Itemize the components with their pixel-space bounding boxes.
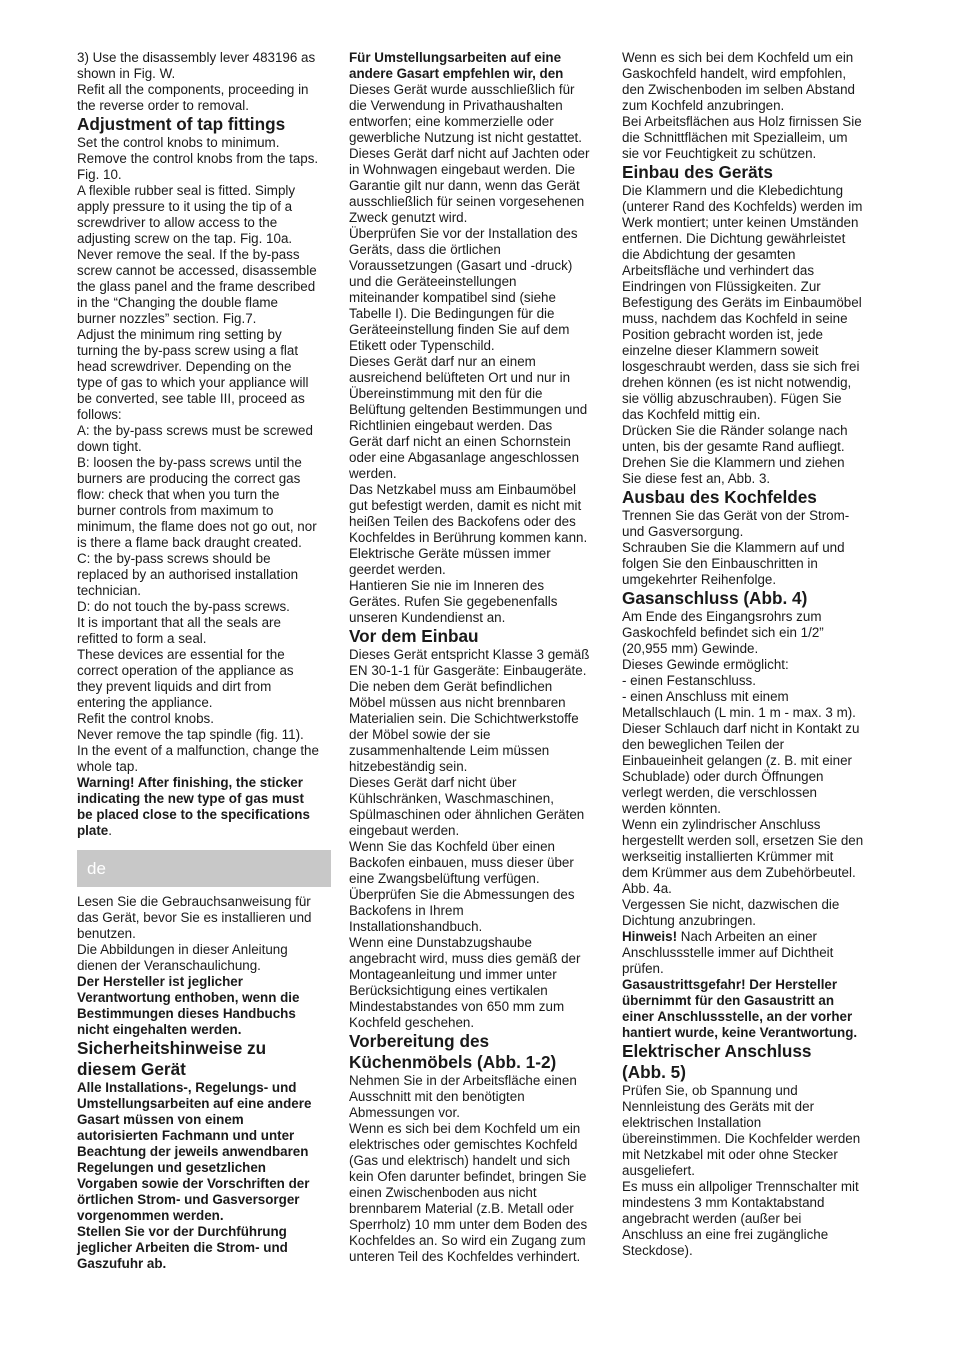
section-heading: Elektrischer Anschluss (Abb. 5) bbox=[622, 1041, 812, 1082]
paragraph: Wenn es sich bei dem Kochfeld um ein Gaskochfeld handelt, wird empfohlen, den Zwischenboden im selben Abstand zum Kochfeld anzubringen. Bei Arbeitsflächen aus Holz firnissen Sie die Schnittflächen mit Spezialleim, um sie vor Feuchtigkeit zu schützen. bbox=[622, 50, 862, 161]
paragraph: Lesen Sie die Gebrauchsanweisung für das Gerät, bevor Sie es installieren und benutzen. Die Abbildungen in dieser Anleitung dienen der Veranschaulichung. bbox=[77, 894, 312, 973]
emphasis: Hinweis! bbox=[622, 929, 678, 944]
bold-paragraph: Alle Installations-, Regelungs- und Umstellungsarbeiten auf eine andere Gasart müssen von einem autorisierten Fachmann und unter Beachtung der jeweils anwendbaren Regelungen und gesetzlichen Vorgaben sowie der Vorschriften der örtlichen Strom- und Gasversorger vorgenommen werden. Stellen Sie vor der Durchführung jeglicher Arbeiten die Strom- und Gaszufuhr ab. bbox=[77, 1080, 312, 1271]
section-heading: Ausbau des Kochfeldes bbox=[622, 487, 817, 507]
paragraph: 3) Use the disassembly lever 483196 as shown in Fig. W. Refit all the components, proceeding in the reverse order to removal. bbox=[77, 50, 316, 113]
paragraph: Dieses Gerät wurde ausschließlich für die Verwendung in Privathaushalten entworfen; eine kommerzielle oder gewerbliche Nutzung ist nicht gestattet. Dieses Gerät darf nicht auf Jachten oder in Wohnwagen eingebaut werden. Die Garantie gilt nur dann, wenn das Gerät ausschließlich für seinen vorgesehenen Zweck genutzt wird. Überprüfen Sie vor der Installation des Geräts, dass die örtlichen Voraussetzungen (Gasart und -druck) und die Geräteeinstellungen miteinander kompatibel sind (siehe Tabelle I). Die Bedingungen für die Geräteeinstellung finden Sie auf dem Etikett oder Typenschild. Dieses Gerät darf nur an einem ausreichend belüfteten Ort und nur in Übereinstimmung mit den für die Belüftung geltenden Bestimmungen und Richtlinien eingebaut werden. Das Gerät darf nicht an einen Schornstein oder eine Abgasanlage angeschlossen werden. Das Netzkabel muss am Einbaumöbel gut befestigt werden, damit es nicht mit heißen Teilen des Backofens oder des Kochfeldes in Berührung kommen kann. Elektrische Geräte müssen immer geerdet werden. Hantieren Sie nie im Inneren des Gerätes. Rufen Sie gegebenenfalls unseren Kundendienst an. bbox=[349, 82, 590, 625]
section-heading: Vor dem Einbau bbox=[349, 626, 479, 646]
paragraph: Prüfen Sie, ob Spannung und Nennleistung des Geräts mit der elektrischen Installation übereinstimmen. Die Kochfelder werden mit Netzkabel mit oder ohne Stecker ausgeliefert. Es muss ein allpoliger Trennschalter mit mindestens 3 mm Kontaktabstand angebracht werden (außer bei Anschluss an eine frei zugängliche Steckdose). bbox=[622, 1083, 861, 1258]
section-heading: Vorbereitung des Küchenmöbels (Abb. 1-2) bbox=[349, 1031, 557, 1072]
section-heading: Sicherheitshinweise zu diesem Gerät bbox=[77, 1038, 267, 1079]
language-bar: de bbox=[77, 850, 331, 887]
bold-paragraph: Für Umstellungsarbeiten auf eine andere Gasart empfehlen wir, den bbox=[349, 50, 564, 81]
warning-paragraph bbox=[77, 775, 333, 839]
paragraph: Die Klammern und die Klebedichtung (unterer Rand des Kochfelds) werden im Werk montiert; unter keinen Umständen entfernen. Die Dichtung gewährleistet die Abdichtung der gesamten Arbeitsfläche und verhindert das Eindringen von Flüssigkeiten. Zur Befestigung des Geräts im Einbaumöbel muss, nachdem das Kochfeld in seine Position gebracht worden ist, jede einzelne dieser Klammern soweit losgeschraubt werden, dass sie sich frei drehen können (es ist nicht notwendig, sie völlig abzuschrauben). Fügen Sie das Kochfeld mittig ein. Drücken Sie die Ränder solange nach unten, bis der gesamte Rand aufliegt. Drehen Sie die Klammern und ziehen Sie diese fest an, Abb. 3. bbox=[622, 183, 863, 486]
paragraph-tail: . bbox=[108, 823, 112, 838]
note-paragraph bbox=[622, 929, 878, 977]
paragraph: Set the control knobs to minimum. Remove the control knobs from the taps. Fig. 10. A flexible rubber seal is fitted. Simply apply pressure to it using the tip of a screwdriver to allow access to the adjusting screw on the tap. Fig. 10a. Never remove the seal. If the by-pass screw cannot be accessed, disassemble the glass panel and the frame described in the “Changing the double flame burner nozzles” section. Fig.7. Adjust the minimum ring setting by turning the by-pass screw using a flat head screwdriver. Depending on the type of gas to which your appliance will be converted, see table III, proceed as follows: A: the by-pass screws must be screwed down tight. B: loosen the by-pass screws until the burners are producing the correct gas flow: check that when you turn the burner controls from maximum to minimum, the flame does not go out, nor is there a flame back draught created. C: the by-pass screws should be replaced by an authorised installation technician. D: do not touch the by-pass screws. It is important that all the seals are refitted to form a seal. These devices are essential for the correct operation of the appliance as they prevent liquids and dirt from entering the appliance. Refit the control knobs. Never remove the tap spindle (fig. 11). In the event of a malfunction, change the whole tap. bbox=[77, 135, 319, 774]
paragraph: Nehmen Sie in der Arbeitsfläche einen Ausschnitt mit den benötigten Abmessungen vor. Wenn es sich bei dem Kochfeld um ein elektrisches oder gemischtes Kochfeld (Gas und elektrisch) handelt und sich kein Ofen darunter befindet, bringen Sie einen Zwischenboden aus nicht brennbarem Material (z.B. Metall oder Sperrholz) 10 mm unter dem Boden des Kochfeldes an. So wird ein Zugang zum unteren Teil des Kochfeldes verhindert. bbox=[349, 1073, 588, 1264]
bold-paragraph: Gasaustrittsgefahr! Der Hersteller übernimmt für den Gasaustritt an einer Anschlussstelle, an der vorher hantiert wurde, keine Verantwortung. bbox=[622, 977, 858, 1040]
column-3 bbox=[622, 50, 878, 1259]
paragraph: Am Ende des Eingangsrohrs zum Gaskochfeld befindet sich ein 1/2” (20,955 mm) Gewinde. Dieses Gewinde ermöglicht: - einen Festanschluss. - einen Anschluss mit einem Metallschlauch (L min. 1 m - max. 3 m). Dieser Schlauch darf nicht in Kontakt zu den beweglichen Teilen der Einbaueinheit gelangen (z. B. mit einer Schublade) oder durch Öffnungen verlegt werden, die verschlossen werden könnten. Wenn ein zylindrischer Anschluss hergestellt werden soll, ersetzen Sie den werkseitig installierten Krümmer mit dem Krümmer aus dem Zubehörbeutel. Abb. 4a. Vergessen Sie nicht, dazwischen die Dichtung anzubringen. bbox=[622, 609, 864, 928]
section-heading: Gasanschluss (Abb. 4) bbox=[622, 588, 808, 608]
section-heading: Adjustment of tap fittings bbox=[77, 114, 286, 134]
emphasis: Warning! After finishing, the sticker indicating the new type of gas must be placed close to the specifications plate bbox=[77, 775, 310, 838]
paragraph-tail: Nach Arbeiten an einer Anschlussstelle immer auf Dichtheit prüfen. bbox=[622, 929, 834, 976]
column-2 bbox=[349, 50, 605, 1265]
paragraph: Trennen Sie das Gerät von der Strom- und Gasversorgung. Schrauben Sie die Klammern auf und folgen Sie den Einbauschritten in umgekehrter Reihenfolge. bbox=[622, 508, 850, 587]
section-heading: Einbau des Geräts bbox=[622, 162, 773, 182]
paragraph: Dieses Gerät entspricht Klasse 3 gemäß EN 30-1-1 für Gasgeräte: Einbaugeräte. Die neben dem Gerät befindlichen Möbel müssen aus nicht brennbaren Materialien sein. Die Schichtwerkstoffe der Möbel sowie der sie zusammenhaltende Leim müssen hitzebeständig sein. Dieses Gerät darf nicht über Kühlschränken, Waschmaschinen, Spülmaschinen oder ähnlichen Geräten eingebaut werden. Wenn Sie das Kochfeld über einen Backofen einbauen, muss dieser über eine Zwangsbelüftung verfügen. Überprüfen Sie die Abmessungen des Backofens in Ihrem Installationshandbuch. Wenn eine Dunstabzugshaube angebracht wird, muss dies gemäß der Montageanleitung und immer unter Berücksichtigung eines vertikalen Mindestabstandes von 650 mm zum Kochfeld geschehen. bbox=[349, 647, 590, 1030]
bold-paragraph: Der Hersteller ist jeglicher Verantwortung enthoben, wenn die Bestimmungen dieses Handbuchs nicht eingehalten werden. bbox=[77, 974, 300, 1037]
column-1 bbox=[77, 50, 333, 1272]
